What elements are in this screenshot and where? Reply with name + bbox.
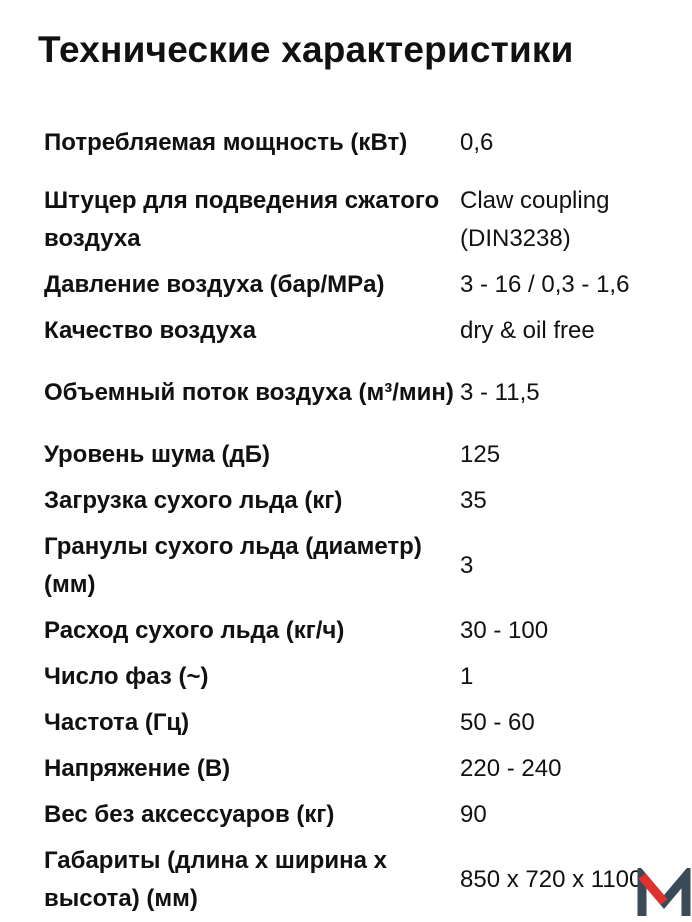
- spec-row: [36, 608, 686, 654]
- spec-row: [36, 262, 686, 308]
- spec-row: [36, 108, 686, 178]
- spec-value: Claw coupling (DIN3238): [460, 187, 610, 252]
- spec-row: [36, 354, 686, 432]
- spec-row: [36, 178, 686, 262]
- m-logo-icon: [636, 868, 692, 920]
- spec-row: [36, 746, 686, 792]
- spec-label: Штуцер для подведения сжатого воздуха: [44, 187, 440, 252]
- spec-row: [36, 524, 686, 608]
- spec-label: Давление воздуха (бар/MPa): [44, 271, 385, 298]
- spec-label: Гранулы сухого льда (диаметр) (мм): [44, 533, 422, 598]
- spec-value: 3 - 11,5: [460, 379, 540, 406]
- spec-value: dry & oil free: [460, 317, 595, 344]
- spec-value: 3 - 16 / 0,3 - 1,6: [460, 271, 630, 298]
- page-title: Технические характеристики: [38, 29, 574, 70]
- spec-label: Расход сухого льда (кг/ч): [44, 617, 345, 644]
- spec-label: Число фаз (~): [44, 663, 209, 690]
- spec-row: [36, 792, 686, 838]
- spec-value: 1: [460, 663, 474, 690]
- spec-label: Вес без аксессуаров (кг): [44, 801, 335, 828]
- spec-value: 35: [460, 487, 487, 514]
- spec-row: [36, 654, 686, 700]
- spec-value: 125: [460, 441, 501, 468]
- spec-row: [36, 308, 686, 354]
- spec-row: [36, 700, 686, 746]
- spec-value: 50 - 60: [460, 709, 535, 736]
- spec-value: 90: [460, 801, 487, 828]
- spec-label: Качество воздуха: [44, 317, 257, 344]
- spec-label: Частота (Гц): [44, 709, 190, 736]
- spec-row: [36, 478, 686, 524]
- spec-label: Уровень шума (дБ): [44, 441, 270, 468]
- spec-label: Потребляемая мощность (кВт): [44, 129, 408, 156]
- spec-value: 0,6: [460, 129, 494, 156]
- spec-label: Объемный поток воздуха (м³/мин): [44, 379, 454, 406]
- specs-table: [36, 108, 686, 922]
- spec-label: Загрузка сухого льда (кг): [44, 487, 343, 514]
- spec-label: Напряжение (В): [44, 755, 231, 782]
- spec-value: 220 - 240: [460, 755, 562, 782]
- spec-value: 30 - 100: [460, 617, 549, 644]
- spec-row: [36, 432, 686, 478]
- spec-row: [36, 838, 686, 922]
- spec-label: Габариты (длина x ширина x высота) (мм): [44, 847, 387, 912]
- spec-value: 3: [460, 552, 474, 579]
- spec-value: 850 x 720 x 1100: [460, 866, 643, 893]
